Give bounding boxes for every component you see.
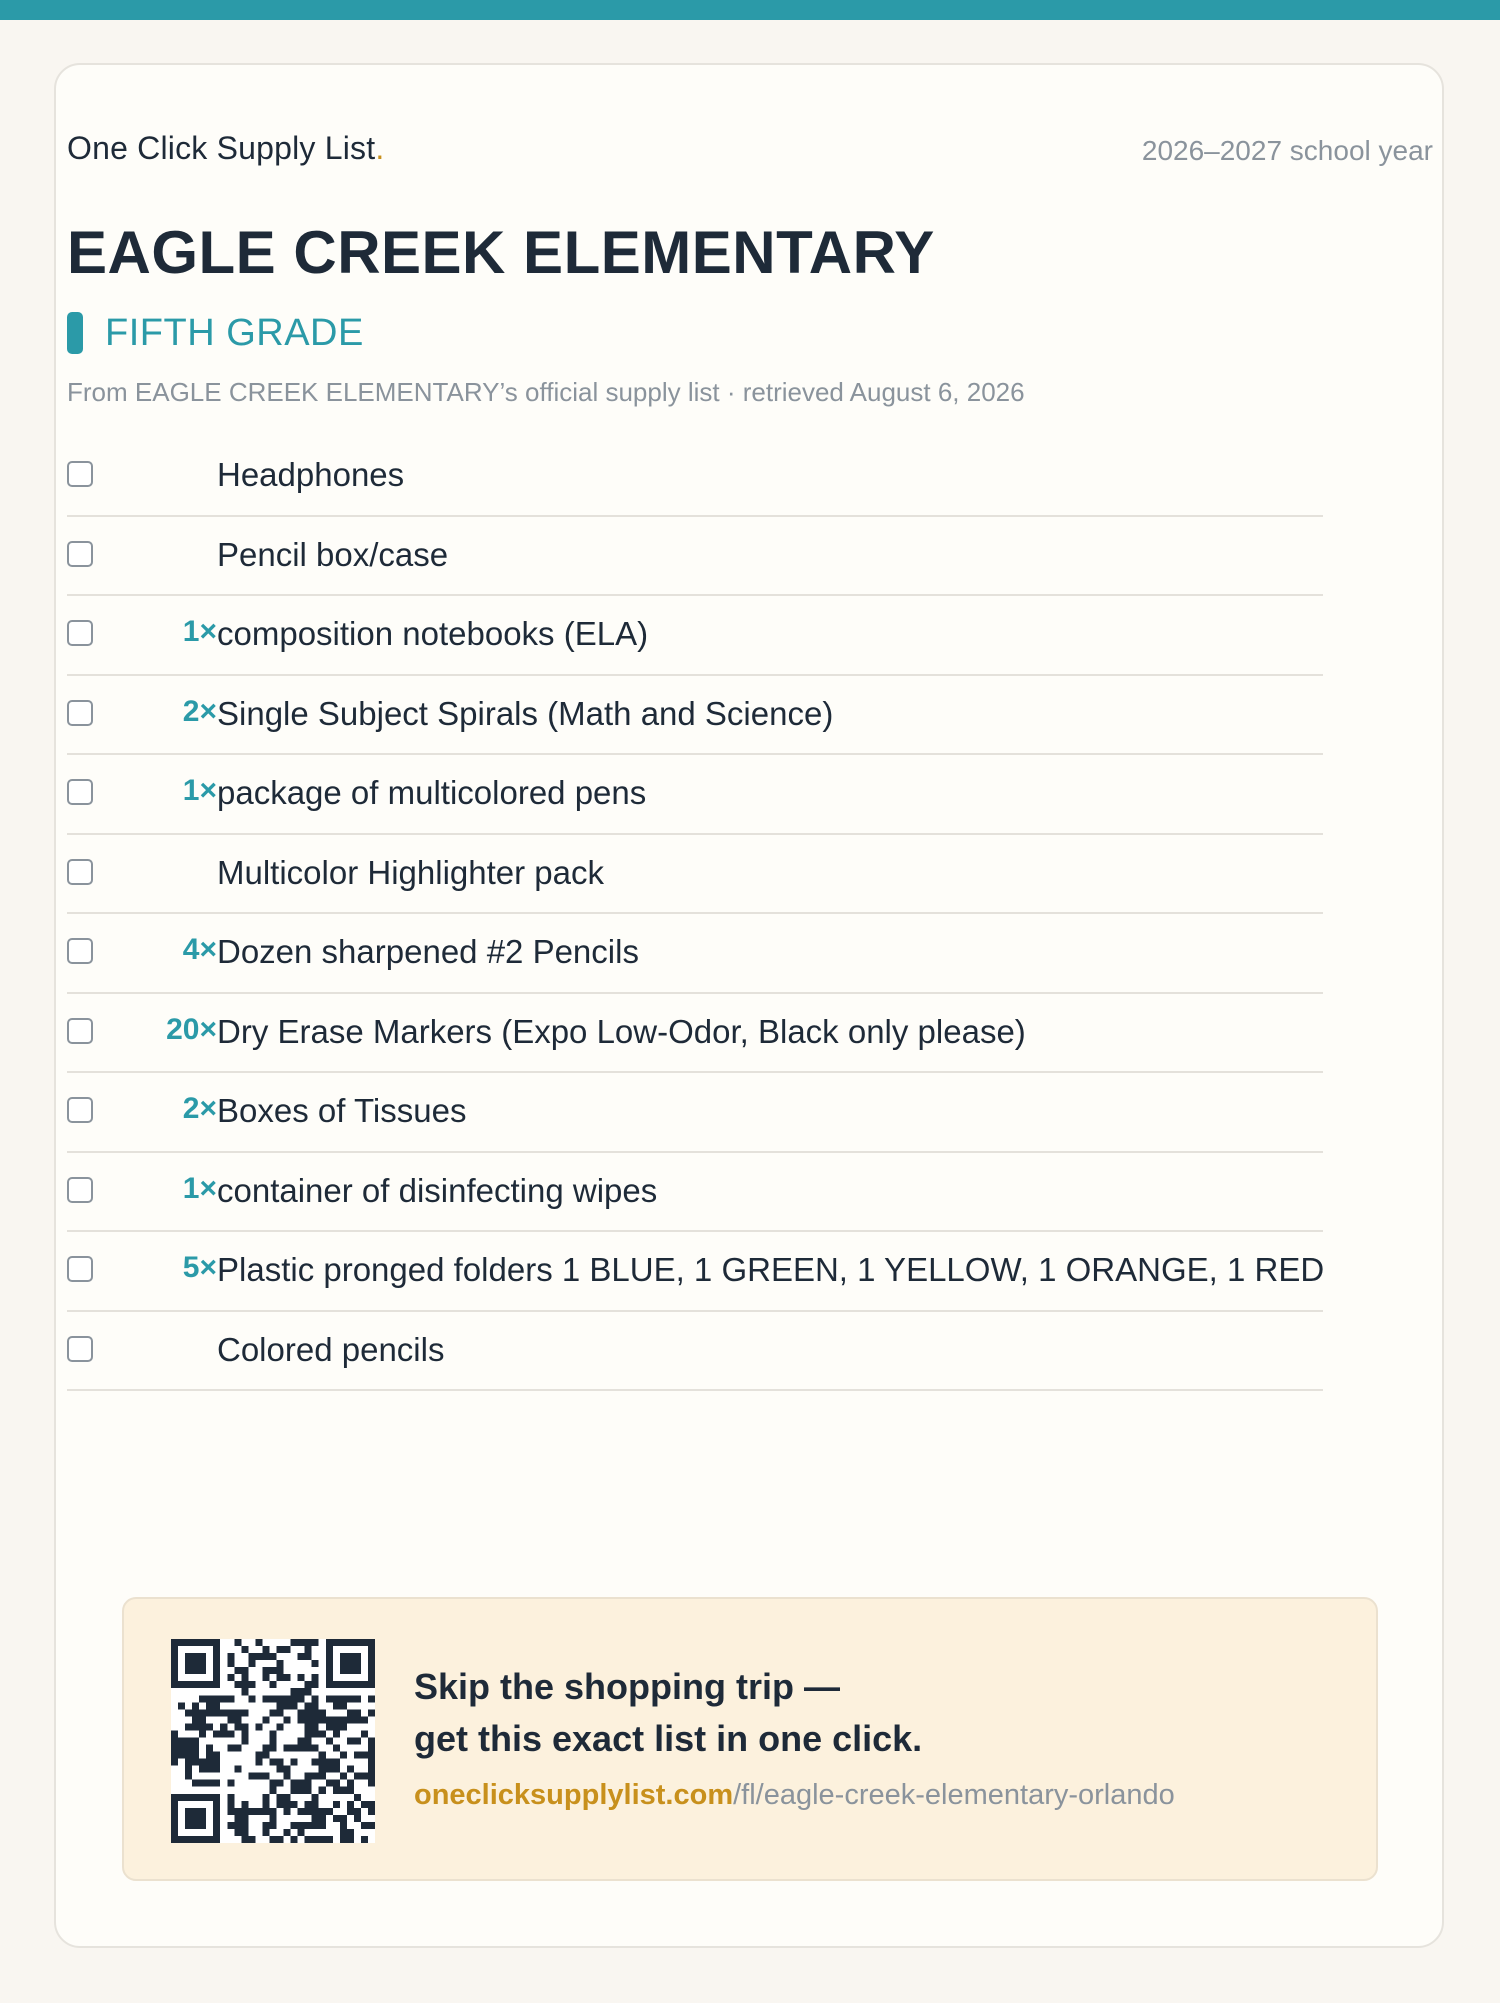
school-name-title: EAGLE CREEK ELEMENTARY bbox=[67, 219, 935, 286]
cta-box bbox=[122, 1597, 1378, 1881]
item-label: Multicolor Highlighter pack bbox=[217, 853, 604, 891]
supply-items-list bbox=[67, 437, 1323, 1391]
supply-item-row[interactable] bbox=[67, 596, 1323, 676]
item-label: Plastic pronged folders 1 BLUE, 1 GREEN, 1 YELLOW, 1 ORANGE, 1 RED bbox=[217, 1251, 1325, 1288]
item-checkbox[interactable] bbox=[67, 541, 93, 567]
item-quantity: 4× bbox=[182, 933, 217, 966]
supply-item-row[interactable] bbox=[67, 1153, 1323, 1233]
source-note: From EAGLE CREEK ELEMENTARY’s official supply list · retrieved August 6, 2026 bbox=[67, 377, 1025, 407]
grade-heading bbox=[67, 310, 364, 356]
item-checkbox[interactable] bbox=[67, 1097, 93, 1123]
item-label: Single Subject Spirals (Math and Science) bbox=[217, 694, 834, 732]
item-label: package of multicolored pens bbox=[217, 774, 647, 811]
cta-link-domain: oneclicksupplylist.com bbox=[414, 1779, 734, 1811]
item-label: Headphones bbox=[217, 456, 405, 493]
supply-item-row[interactable] bbox=[67, 676, 1323, 756]
item-checkbox[interactable] bbox=[67, 1018, 93, 1044]
item-label: container of disinfecting wipes bbox=[217, 1171, 658, 1209]
item-label: Dozen sharpened #2 Pencils bbox=[217, 933, 639, 970]
supply-item-row[interactable] bbox=[67, 437, 1323, 517]
item-quantity: 1× bbox=[182, 1171, 217, 1205]
supply-item-row[interactable] bbox=[67, 1232, 1323, 1312]
cta-link-path: /fl/eagle-creek-elementary-orlando bbox=[733, 1779, 1175, 1811]
item-quantity: 2× bbox=[182, 1092, 217, 1125]
supply-item-row[interactable] bbox=[67, 994, 1323, 1074]
item-checkbox[interactable] bbox=[67, 700, 93, 726]
item-quantity: 2× bbox=[182, 694, 217, 728]
item-quantity: 20× bbox=[166, 1012, 217, 1046]
item-quantity: 1× bbox=[182, 774, 217, 807]
cta-headline bbox=[414, 1661, 922, 1765]
cta-headline-line1: Skip the shopping trip — bbox=[414, 1666, 840, 1707]
supply-item-row[interactable] bbox=[67, 835, 1323, 915]
brand-logo[interactable] bbox=[67, 130, 384, 167]
brand-name: One Click Supply List bbox=[67, 130, 376, 166]
item-checkbox[interactable] bbox=[67, 620, 93, 646]
item-label: Colored pencils bbox=[217, 1330, 445, 1368]
item-label: composition notebooks (ELA) bbox=[217, 615, 649, 652]
grade-label: FIFTH GRADE bbox=[105, 311, 364, 354]
supply-item-row[interactable] bbox=[67, 755, 1323, 835]
grade-marker-bar bbox=[67, 312, 83, 354]
item-quantity: 5× bbox=[182, 1251, 217, 1284]
item-checkbox[interactable] bbox=[67, 779, 93, 805]
brand-dot: . bbox=[375, 130, 385, 166]
school-year-label: 2026–2027 school year bbox=[1141, 135, 1433, 166]
item-checkbox[interactable] bbox=[67, 461, 93, 487]
supply-item-row[interactable] bbox=[67, 1312, 1323, 1392]
item-quantity: 1× bbox=[182, 615, 217, 648]
item-checkbox[interactable] bbox=[67, 1336, 93, 1362]
item-label: Boxes of Tissues bbox=[217, 1092, 467, 1129]
item-checkbox[interactable] bbox=[67, 938, 93, 964]
item-checkbox[interactable] bbox=[67, 859, 93, 885]
item-label: Pencil box/case bbox=[217, 535, 449, 573]
supply-item-row[interactable] bbox=[67, 1073, 1323, 1153]
item-checkbox[interactable] bbox=[67, 1256, 93, 1282]
supply-item-row[interactable] bbox=[67, 914, 1323, 994]
cta-link[interactable] bbox=[414, 1779, 1175, 1812]
top-accent-bar bbox=[0, 0, 1500, 20]
qr-code-icon[interactable] bbox=[171, 1639, 375, 1843]
cta-headline-line2: get this exact list in one click. bbox=[414, 1718, 923, 1759]
supply-item-row[interactable] bbox=[67, 517, 1323, 597]
item-checkbox[interactable] bbox=[67, 1177, 93, 1203]
item-label: Dry Erase Markers (Expo Low-Odor, Black only please) bbox=[217, 1012, 1026, 1050]
